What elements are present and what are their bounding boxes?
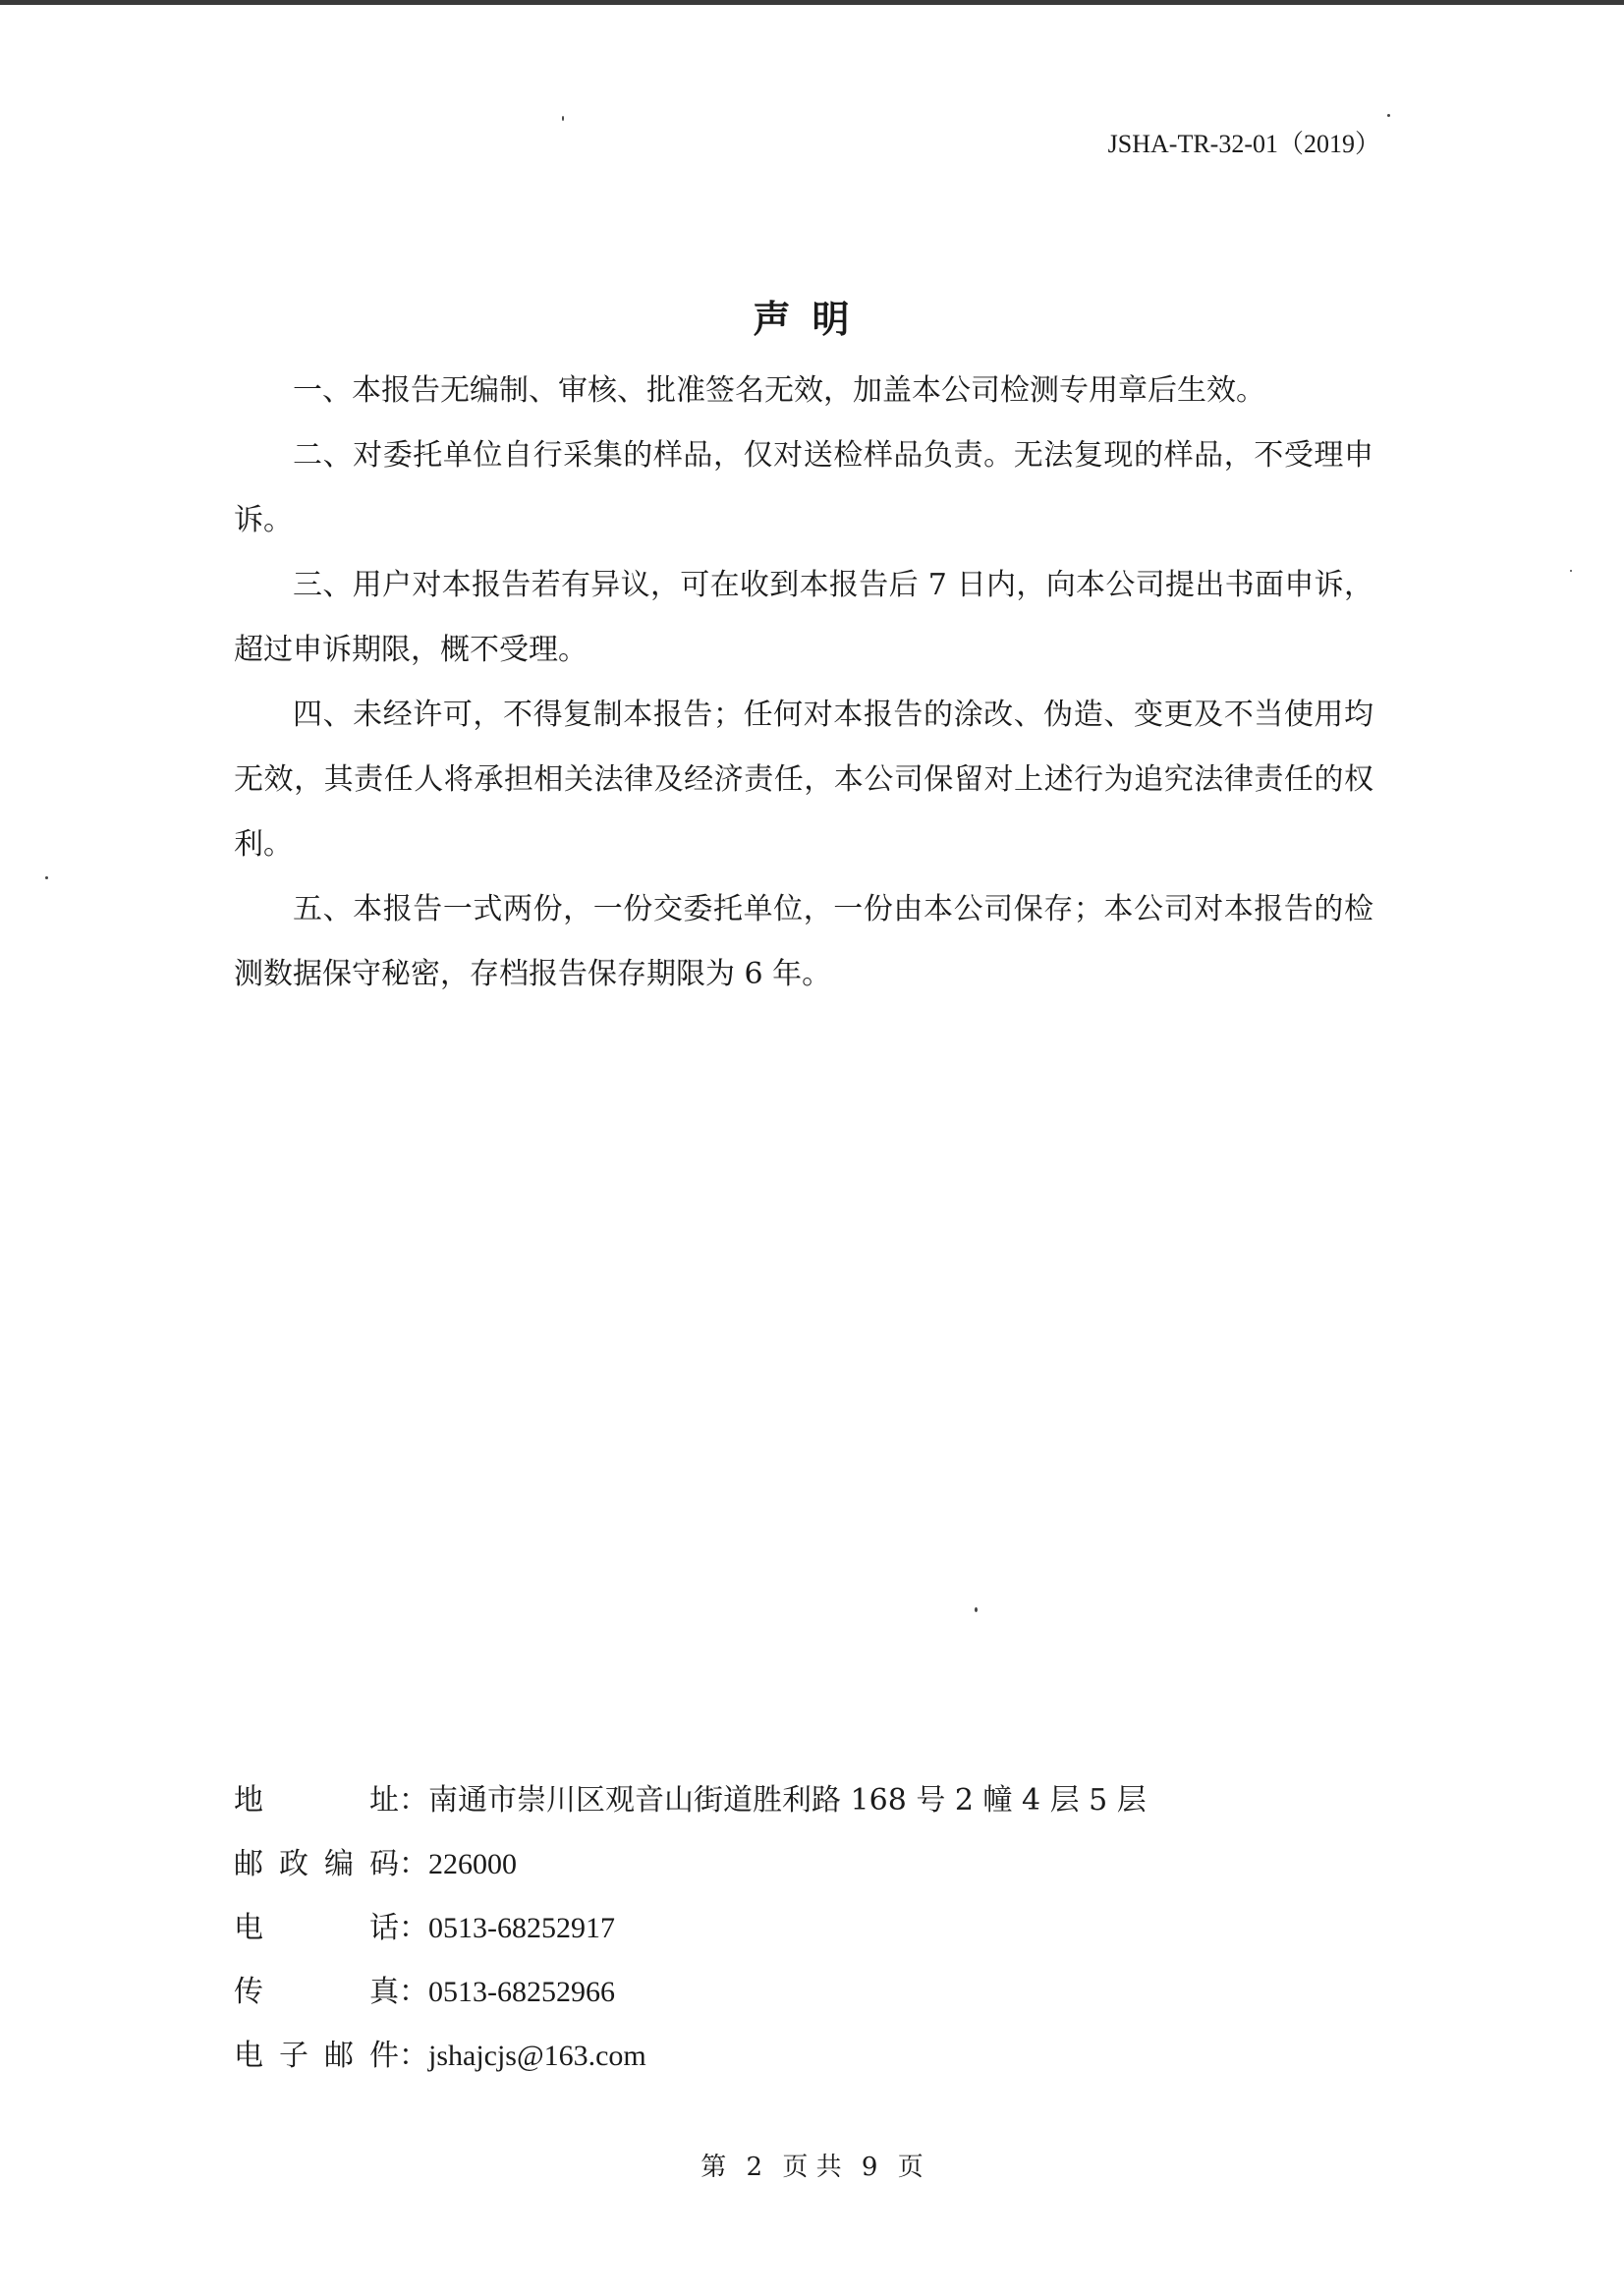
phone-colon: ：	[399, 1911, 428, 1945]
page-prefix: 第	[700, 2153, 727, 2182]
page-number: 2	[746, 2153, 763, 2182]
contact-address	[234, 1768, 1373, 1832]
scan-top-edge	[0, 0, 1624, 5]
postcode-colon: ：	[399, 1847, 428, 1881]
scan-speck	[975, 1607, 978, 1612]
address-label: 地址	[234, 1783, 399, 1818]
clause-2: 二、对委托单位自行采集的样品，仅对送检样品负责。无法复现的样品，不受理申诉。	[234, 438, 1373, 537]
fax-value: 0513-68252966	[428, 1976, 615, 2008]
page-number-footer	[0, 2147, 1624, 2183]
fax-colon: ：	[399, 1975, 428, 2009]
clause-1: 一、本报告无编制、审核、批准签名无效，加盖本公司检测专用章后生效。	[293, 373, 1265, 408]
fax-label: 传真	[234, 1975, 399, 2009]
clause-5: 五、本报告一式两份，一份交委托单位，一份由本公司保存；本公司对本报告的检测数据保守秘密，存档报告保存期限为 6 年。	[234, 892, 1373, 991]
scan-speck	[45, 876, 48, 879]
postcode-label: 邮政编码	[234, 1847, 399, 1881]
contact-info	[234, 1768, 1373, 2088]
postcode-value: 226000	[428, 1848, 517, 1880]
phone-label: 电话	[234, 1911, 399, 1945]
scan-speck	[562, 116, 564, 121]
document-code: JSHA-TR-32-01（2019）	[1107, 130, 1380, 158]
email-label: 电子邮件	[234, 2039, 399, 2073]
scan-speck	[1387, 114, 1390, 117]
declaration-clauses	[234, 359, 1373, 1007]
page-suffix: 页	[897, 2153, 924, 2182]
contact-phone	[234, 1896, 1373, 1960]
address-colon: ：	[399, 1783, 428, 1818]
scan-speck	[1570, 570, 1572, 572]
phone-value: 0513-68252917	[428, 1912, 615, 1944]
contact-fax	[234, 1960, 1373, 2024]
clause-3: 三、用户对本报告若有异议，可在收到本报告后 7 日内，向本公司提出书面申诉，超过申诉期限，概不受理。	[234, 568, 1373, 667]
contact-email	[234, 2024, 1373, 2088]
clause-4: 四、未经许可，不得复制本报告；任何对本报告的涂改、伪造、变更及不当使用均无效，其责任人将承担相关法律及经济责任，本公司保留对上述行为追究法律责任的权利。	[234, 698, 1373, 862]
address-value: 南通市崇川区观音山街道胜利路 168 号 2 幢 4 层 5 层	[428, 1783, 1147, 1818]
page-total: 9	[861, 2153, 878, 2182]
page-mid: 页 共	[782, 2153, 842, 2182]
email-colon: ：	[399, 2039, 428, 2073]
email-value: jshajcjs@163.com	[428, 2040, 646, 2072]
contact-postcode	[234, 1832, 1373, 1896]
page-title: 声明	[753, 297, 871, 341]
